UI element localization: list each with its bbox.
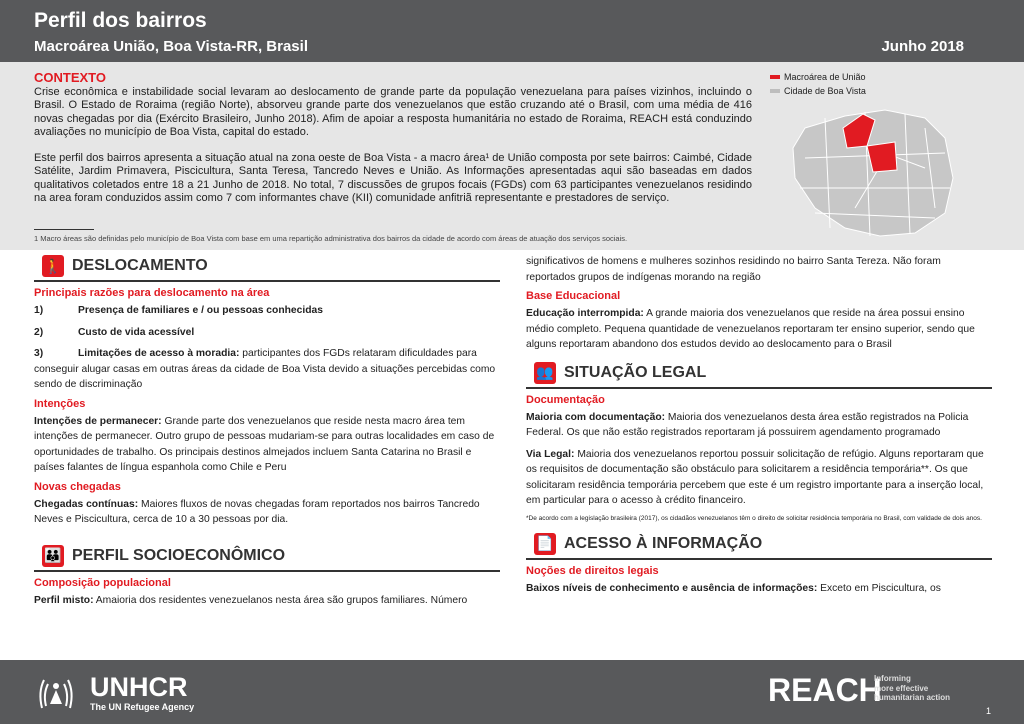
subheading-novas-chegadas: Novas chegadas [34, 480, 121, 493]
paragraph-baixos-niveis [526, 581, 992, 597]
subheading-base-educacional: Base Educacional [526, 290, 621, 302]
context-paragraph-1: Crise econômica e instabilidade social levaram ao deslocamento de grande parte da população venezuelana para países vizinhos, incluindo o Brasil. O Estado de Roraima (região Norte), absorveu grande parte dos venezuelanos que estão cruzando até o Brasil, com uma média de 416 novas chegadas por dia (Exército Brasileiro, Junho 2018). Afim de apoiar a resposta humanitária no estado de Roraima, REACH está conduzindo avaliações no município de Boa Vista, capital do estado. [34, 86, 752, 139]
unhcr-wordmark: UNHCR [90, 672, 188, 702]
legend-label-boa-vista: Cidade de Boa Vista [784, 86, 866, 96]
page-title: Perfil dos bairros [34, 9, 207, 32]
uniao-area-east [867, 142, 897, 172]
list-text: Custo de vida acessível [78, 326, 195, 338]
map-legend [770, 70, 866, 98]
reach-tagline [874, 674, 950, 703]
legal-footnote: *De acordo com a legislação brasileira (2017), os cidadãos venezuelanos têm o direito de solicitar residência temporária no Brasil, com validade de dois anos. [526, 514, 982, 522]
list-item [34, 303, 500, 319]
subheading-composicao: Composição populacional [34, 576, 171, 589]
paragraph-text: Maiores fluxos de novas chegadas foram reportados nos bairros Tancredo Neves e Piscicultura, cerca de 10 a 30 pessoas por dia. [34, 498, 480, 525]
context-footnote: 1 Macro áreas são definidas pelo município de Boa Vista com base em uma repartição administrativa dos bairros da cidade de acordo com áreas de atuação dos serviços sociais. [34, 234, 628, 243]
context-section [0, 62, 1024, 250]
paragraph-documentacao [526, 410, 992, 441]
paragraph-text: Maioria dos venezuelanos reportou possuir solicitação de refúgio. Alguns reportaram que os requisitos de documentação são obstáculo para solicitarem a residência temporária**. Os que solicitaram residência temporária percebem que este é um registro importante para a inserção local, em particular para o acesso à crédito financeiro. [526, 448, 984, 506]
list-item-3 [34, 346, 500, 393]
list-item [34, 325, 500, 341]
context-paragraph-2: Este perfil dos bairros apresenta a situação atual na zona oeste de Boa Vista - a macro área¹ de União composta por sete bairros: Caimbé, Cidade Satélite, Jardim Primavera, Piscicultura, Santa Teresa, Tancredo Neves e União. As Informações apresentadas aqui são baseadas em dados qualitativos coletados entre 18 a 21 Junho de 2018. No total, 7 discussões de grupos focais (FGDs) com 63 participantes venezuelanos residindo na area foram conduzidos assim como 7 com informantes chave (KII) comunidade anfitriã representante e prestadores de serviço. [34, 152, 752, 205]
paragraph-text: Grande parte dos venezuelanos que reside nesta macro área tem intenções de permanecer. Outro grupo de pessoas mudariam-se para outras localidades em caso de oportunidades de trabalho. Os principais destinos almejados incluem Santa Catarina no Brasil e países falantes de língua espanhola como Chile e Peru [34, 415, 495, 473]
paragraph-text: Amaioria dos residentes venezuelanos nesta área são grupos familiares. Número [93, 594, 468, 606]
report-date: Junho 2018 [881, 38, 964, 55]
paragraph-lead: Maioria com documentação: [526, 411, 666, 423]
paragraph-intencoes [34, 414, 500, 476]
boa-vista-area [793, 110, 953, 236]
section-title-acesso: ACESSO À INFORMAÇÃO [564, 534, 763, 552]
list-number: 3) [34, 348, 44, 359]
legend-swatch-grey [770, 89, 780, 93]
list-number: 1) [34, 305, 44, 316]
list-bold: Limitações de acesso à moradia: [78, 348, 240, 359]
section-perfil-header [34, 542, 500, 572]
family-icon: 👪 [42, 545, 64, 567]
reach-tagline-line: Informing [874, 674, 911, 683]
footnote-divider [34, 229, 94, 230]
paragraph-via-legal [526, 447, 992, 509]
walking-person-icon: 🚶 [42, 255, 64, 277]
paragraph-perfil-misto [34, 593, 500, 609]
paragraph-lead: Chegadas contínuas: [34, 498, 139, 510]
paragraph-chegadas [34, 497, 500, 528]
legend-item-boa-vista [770, 84, 866, 98]
paragraph-educacao [526, 306, 992, 353]
subheading-documentacao: Documentação [526, 393, 605, 406]
list-number: 2) [34, 326, 44, 338]
page-header [0, 0, 1024, 62]
paragraph-text: Maioria dos venezuelanos desta área estão registrados na Policia Federal. Os que não estão registrados reportaram já possuirem agendamento programado [526, 411, 969, 438]
list-text: participantes dos FGDs relataram dificuldades para conseguir alugar casas em outras áreas da cidade de Boa Vista devido a situações percebidas como sendo de discriminação [34, 348, 496, 390]
section-legal-header [526, 359, 992, 389]
section-deslocamento-header [34, 252, 500, 282]
paragraph-continued: significativos de homens e mulheres sozinhos residindo no bairro Santa Tereza. Não foram reportados grupos de indígenas morando na região [526, 256, 941, 283]
context-title: CONTEXTO [34, 70, 106, 85]
unhcr-logo-icon [34, 670, 78, 714]
legend-label-uniao: Macroárea de União [784, 72, 866, 82]
section-acesso-header [526, 530, 992, 560]
subheading-intencoes: Intenções [34, 397, 86, 410]
subheading-razoes: Principais razões para deslocamento na área [34, 287, 270, 299]
right-column [526, 254, 992, 596]
list-text: Presença de familiares e / ou pessoas conhecidas [78, 305, 323, 316]
people-icon: 👥 [534, 362, 556, 384]
neighborhood-map [785, 98, 957, 238]
left-column [34, 252, 500, 608]
paragraph-lead: Via Legal: [526, 448, 575, 460]
paragraph-lead: Educação interrompida: [526, 308, 644, 319]
page-subtitle: Macroárea União, Boa Vista-RR, Brasil [34, 38, 308, 55]
paragraph-text: Exceto em Piscicultura, os [817, 582, 941, 594]
section-title-perfil: PERFIL SOCIOECONÔMICO [72, 546, 286, 564]
reach-tagline-line: more effective [874, 683, 929, 693]
page-number: 1 [986, 706, 992, 716]
subheading-nocoes: Noções de direitos legais [526, 564, 659, 577]
paragraph-text: A grande maioria dos venezuelanos que reside na área possui ensino médio completo. Pequena quantidade de venezuelanos reportaram ter ensino superior, sendo que alguns reportaram abandono dos estudos devido ao deslocamento para o Brasil [526, 308, 975, 350]
paragraph-lead: Perfil misto: [34, 594, 94, 606]
section-title-deslocamento: DESLOCAMENTO [72, 257, 208, 274]
section-title-legal: SITUAÇÃO LEGAL [564, 363, 707, 381]
page-footer [0, 660, 1024, 724]
paragraph-lead: Intenções de permanecer: [34, 415, 162, 427]
unhcr-tagline: The UN Refugee Agency [90, 702, 195, 712]
paragraph-lead: Baixos níveis de conhecimento e ausência de informações: [526, 582, 818, 594]
reach-tagline-line: humanitarian action [874, 693, 951, 702]
reach-wordmark: REACH [768, 672, 882, 708]
legend-item-uniao [770, 70, 866, 84]
document-icon: 📄 [534, 533, 556, 555]
legend-swatch-red [770, 75, 780, 79]
